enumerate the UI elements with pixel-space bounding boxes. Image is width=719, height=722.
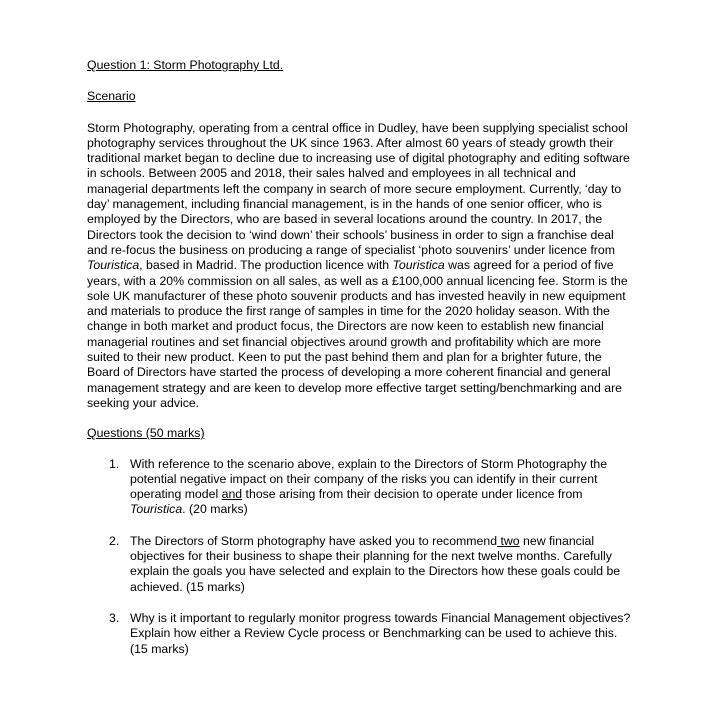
question-number: 2. bbox=[109, 533, 120, 548]
document-page bbox=[87, 58, 632, 673]
questions-list bbox=[87, 457, 632, 657]
question-text: Why is it important to regularly monitor progress towards Financial Management objectives? Explain how either a Review Cycle process or Benchmarking can be used to achieve this. (15 marks) bbox=[130, 610, 631, 656]
scenario-heading: Scenario bbox=[87, 89, 136, 104]
question-text: The Directors of Storm photography have asked you to recommend bbox=[130, 533, 498, 548]
question-underlined-word: two bbox=[497, 533, 520, 548]
question-text: new financial objectives for their business to shape their planning for the next twelve months. Carefully explain the goals you have selected and explain to the Directors how these goals could be achieved. (15 marks) bbox=[130, 533, 621, 594]
question-underlined-word: and bbox=[221, 487, 243, 502]
scenario-touristica-2: Touristica bbox=[392, 258, 445, 273]
question-text: With reference to the scenario above, explain to the Directors of Storm Photography the potential negative impact on their company of the risks you can identify in their current operating model bbox=[130, 456, 608, 502]
question-number: 1. bbox=[109, 456, 120, 471]
scenario-paragraph bbox=[87, 121, 632, 412]
question-title: Question 1: Storm Photography Ltd. bbox=[87, 58, 284, 72]
scenario-text-1: Storm Photography, operating from a central office in Dudley, have been supplying specialist school photography services throughout the UK since 1963. After almost 60 years of steady growth their traditional market began to decline due to increasing use of digital photography and editing software in schools. Between 2005 and 2018, their sales halved and employees in all technical and managerial departments left the company in search of more secure employment. Currently, ‘day to day’ management, including financial management, is in the hands of one senior officer, who is employed by the Directors, who are based in several locations around the country. In 2017, the Directors took the decision to ‘wind down’ their schools’ business in order to sign a franchise deal and re-focus the business on producing a range of specialist ‘photo souvenirs’ under licence from bbox=[87, 120, 630, 257]
questions-heading: Questions (50 marks) bbox=[87, 426, 205, 441]
question-item-1 bbox=[87, 457, 632, 518]
question-number: 3. bbox=[109, 610, 120, 625]
scenario-text-2: , based in Madrid. The production licence with bbox=[139, 258, 393, 273]
question-marks: . (20 marks) bbox=[182, 502, 248, 517]
question-text: those arising from their decision to operate under licence from bbox=[242, 487, 583, 502]
scenario-text-3: was agreed for a period of five years, with a 20% commission on all sales, as well as a £100,000 annual licencing fee. Storm is the sole UK manufacturer of these photo souvenir products and has invested heavily in new equipment and materials to produce the first range of samples in time for the 2020 holiday season. With the change in both market and product focus, the Directors are now keen to establish new financial managerial routines and set financial objectives around growth and profitability which are more suited to their new product. Keen to put the past behind them and plan for a brighter future, the Board of Directors have started the process of developing a more coherent financial and general management strategy and are keen to develop more effective target setting/benchmarking and are seeking your advice. bbox=[87, 258, 628, 410]
question-item-2 bbox=[87, 534, 632, 595]
question-item-3 bbox=[87, 611, 632, 657]
scenario-touristica-1: Touristica bbox=[87, 258, 140, 273]
question-touristica: Touristica bbox=[130, 502, 183, 517]
